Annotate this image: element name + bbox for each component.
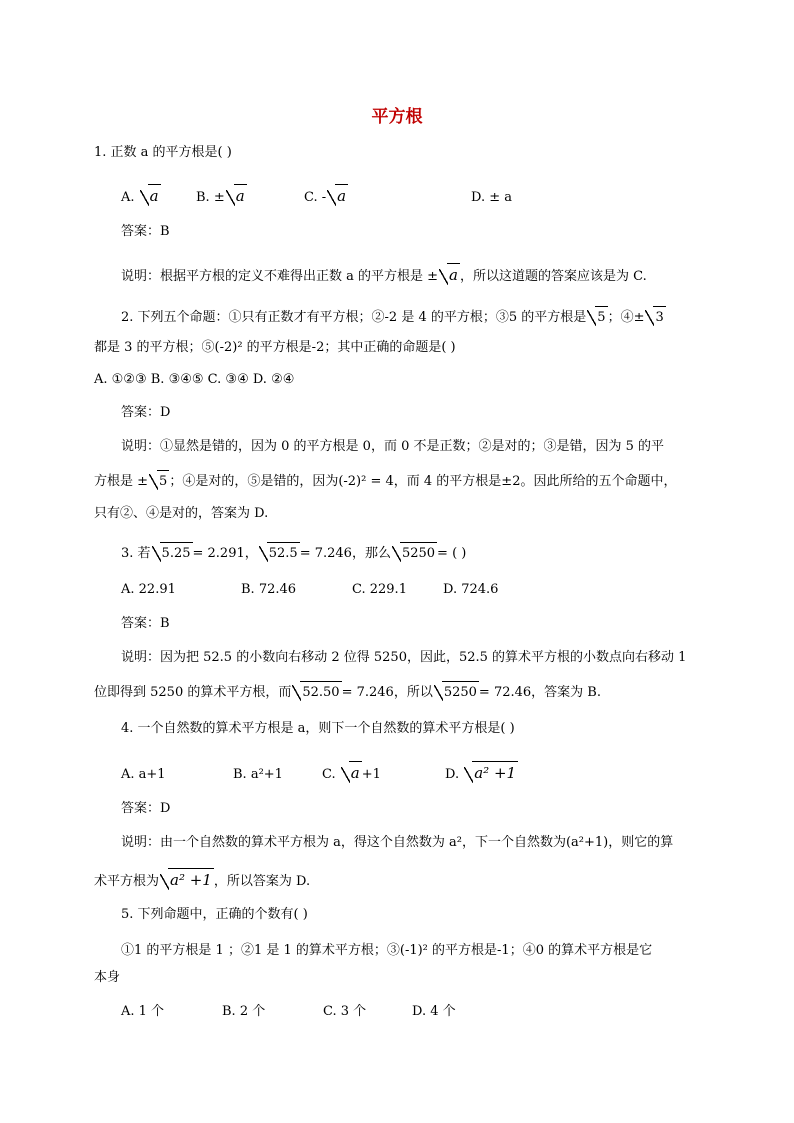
q1-stem: 1. 正数 a 的平方根是( ) <box>94 145 232 160</box>
q3-option-b: B. 72.46 <box>241 582 297 597</box>
q4-answer: 答案：D <box>121 801 171 816</box>
q5-option-a: A. 1 个 <box>121 1004 165 1019</box>
q3-option-a: A. 22.91 <box>121 582 176 597</box>
sqrt-symbol: a² +1 <box>464 763 517 785</box>
q1-answer: 答案：B <box>121 224 170 239</box>
q4-stem: 4. 一个自然数的算术平方根是 a，则下一个自然数的算术平方根是( ) <box>121 721 515 736</box>
sqrt-symbol: 5250 <box>434 683 478 703</box>
sqrt-symbol: a <box>140 186 160 208</box>
sqrt-symbol: 52.5 <box>259 544 299 564</box>
q3-answer: 答案：B <box>121 616 170 631</box>
sqrt-symbol: 5250 <box>392 544 436 564</box>
sqrt-symbol: a <box>341 763 361 785</box>
q5-option-d: D. 4 个 <box>412 1004 456 1019</box>
q3-option-d: D. 724.6 <box>443 582 499 597</box>
q2-stem-line2: 都是 3 的平方根；⑤(-2)² 的平方根是-2；其中正确的命题是( ) <box>94 340 456 355</box>
sqrt-symbol: 5 <box>149 472 168 492</box>
sqrt-symbol: a² +1 <box>160 870 213 892</box>
q2-stem-line1: 2. 下列五个命题：①只有正数才有平方根；②-2 是 4 的平方根；③5 的平方根是 5 ；④± 3 <box>121 308 666 330</box>
q1-option-c: C. - a <box>304 186 348 208</box>
sqrt-symbol: a <box>327 186 347 208</box>
q1-option-d: D. ± a <box>471 190 512 205</box>
q2-answer: 答案：D <box>121 405 171 420</box>
q4-explanation-line1: 说明：由一个自然数的算术平方根为 a，得这个自然数为 a²，下一个自然数为(a²+1)，则它的算 <box>121 835 674 850</box>
q3-explanation-line1: 说明：因为把 52.5 的小数向右移动 2 位得 5250，因此，52.5 的算术平方根的小数点向右移动 1 <box>121 650 687 665</box>
q1-option-b: B. ± a <box>196 186 247 208</box>
q5-option-c: C. 3 个 <box>323 1004 367 1019</box>
q3-explanation-line2: 位即得到 5250 的算术平方根，而 52.50 = 7.246，所以 5250 = 72.46，答案为 B. <box>94 683 601 705</box>
q4-option-b: B. a²+1 <box>233 767 283 782</box>
q5-option-b: B. 2 个 <box>222 1004 266 1019</box>
q3-stem: 3. 若 5.25 = 2.291， 52.5 = 7.246，那么 5250 = ( ) <box>121 544 466 566</box>
q1-explanation: 说明：根据平方根的定义不难得出正数 a 的平方根是 ± a ，所以这道题的答案应该是为 C. <box>121 265 647 287</box>
q4-explanation-line2: 术平方根为 a² +1 ，所以答案为 D. <box>94 870 310 892</box>
sqrt-symbol: a <box>439 265 459 287</box>
sqrt-symbol: 5.25 <box>152 544 192 564</box>
q5-statements-line1: ①1 的平方根是 1 ；②1 是 1 的算术平方根；③(-1)² 的平方根是-1；④0 的算术平方根是它 <box>121 943 653 958</box>
q4-option-c: C. a +1 <box>322 763 381 785</box>
q4-option-d: D. a² +1 <box>445 763 518 785</box>
q2-explanation-line3: 只有②、④是对的，答案为 D. <box>94 506 269 521</box>
q2-options: A. ①②③ B. ③④⑤ C. ③④ D. ②④ <box>94 372 295 387</box>
q2-explanation-line2: 方根是 ± 5 ；④是对的，⑤是错的，因为(-2)² = 4，而 4 的平方根是±2。因此所给的五个命题中， <box>94 472 676 494</box>
q1-option-a: A. a <box>121 186 161 208</box>
sqrt-symbol: a <box>226 186 246 208</box>
q5-stem: 5. 下列命题中，正确的个数有( ) <box>121 907 308 922</box>
q2-explanation-line1: 说明：①显然是错的，因为 0 的平方根是 0，而 0 不是正数；②是对的；③是错，因为 5 的平 <box>121 439 665 454</box>
q4-option-a: A. a+1 <box>121 767 166 782</box>
sqrt-symbol: 3 <box>645 308 664 328</box>
page-title: 平方根 <box>371 107 423 127</box>
q3-option-c: C. 229.1 <box>352 582 407 597</box>
sqrt-symbol: 5 <box>587 308 606 328</box>
sqrt-symbol: 52.50 <box>292 683 340 703</box>
q5-statements-line2: 本身 <box>94 970 121 985</box>
